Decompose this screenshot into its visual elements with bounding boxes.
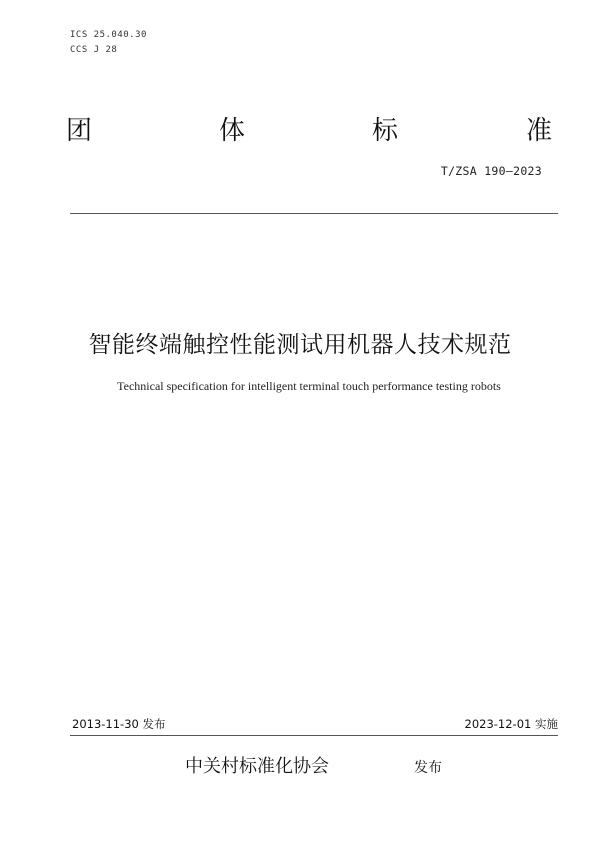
- document-subtitle-en: Technical specification for intelligent terminal touch performance testing robots: [117, 379, 501, 393]
- issue-label: 发布: [414, 760, 442, 776]
- standard-number: T/ZSA 190—2023: [440, 164, 542, 178]
- bottom-divider: [70, 735, 558, 736]
- standard-type-char: 体: [219, 116, 246, 146]
- top-divider: [70, 213, 558, 214]
- standard-type-char: 准: [526, 116, 553, 146]
- issue-date: 2013-11-30 发布: [72, 717, 166, 731]
- standard-type-char: 标: [372, 116, 399, 146]
- issuer-name: 中关村标准化协会: [185, 756, 329, 777]
- standard-type-char: 团: [66, 116, 93, 146]
- ccs-code: CCS J 28: [70, 45, 118, 55]
- document-title: 智能终端触控性能测试用机器人技术规范: [88, 332, 512, 358]
- ics-code: ICS 25.040.30: [70, 30, 147, 40]
- implementation-date: 2023-12-01 实施: [464, 717, 558, 731]
